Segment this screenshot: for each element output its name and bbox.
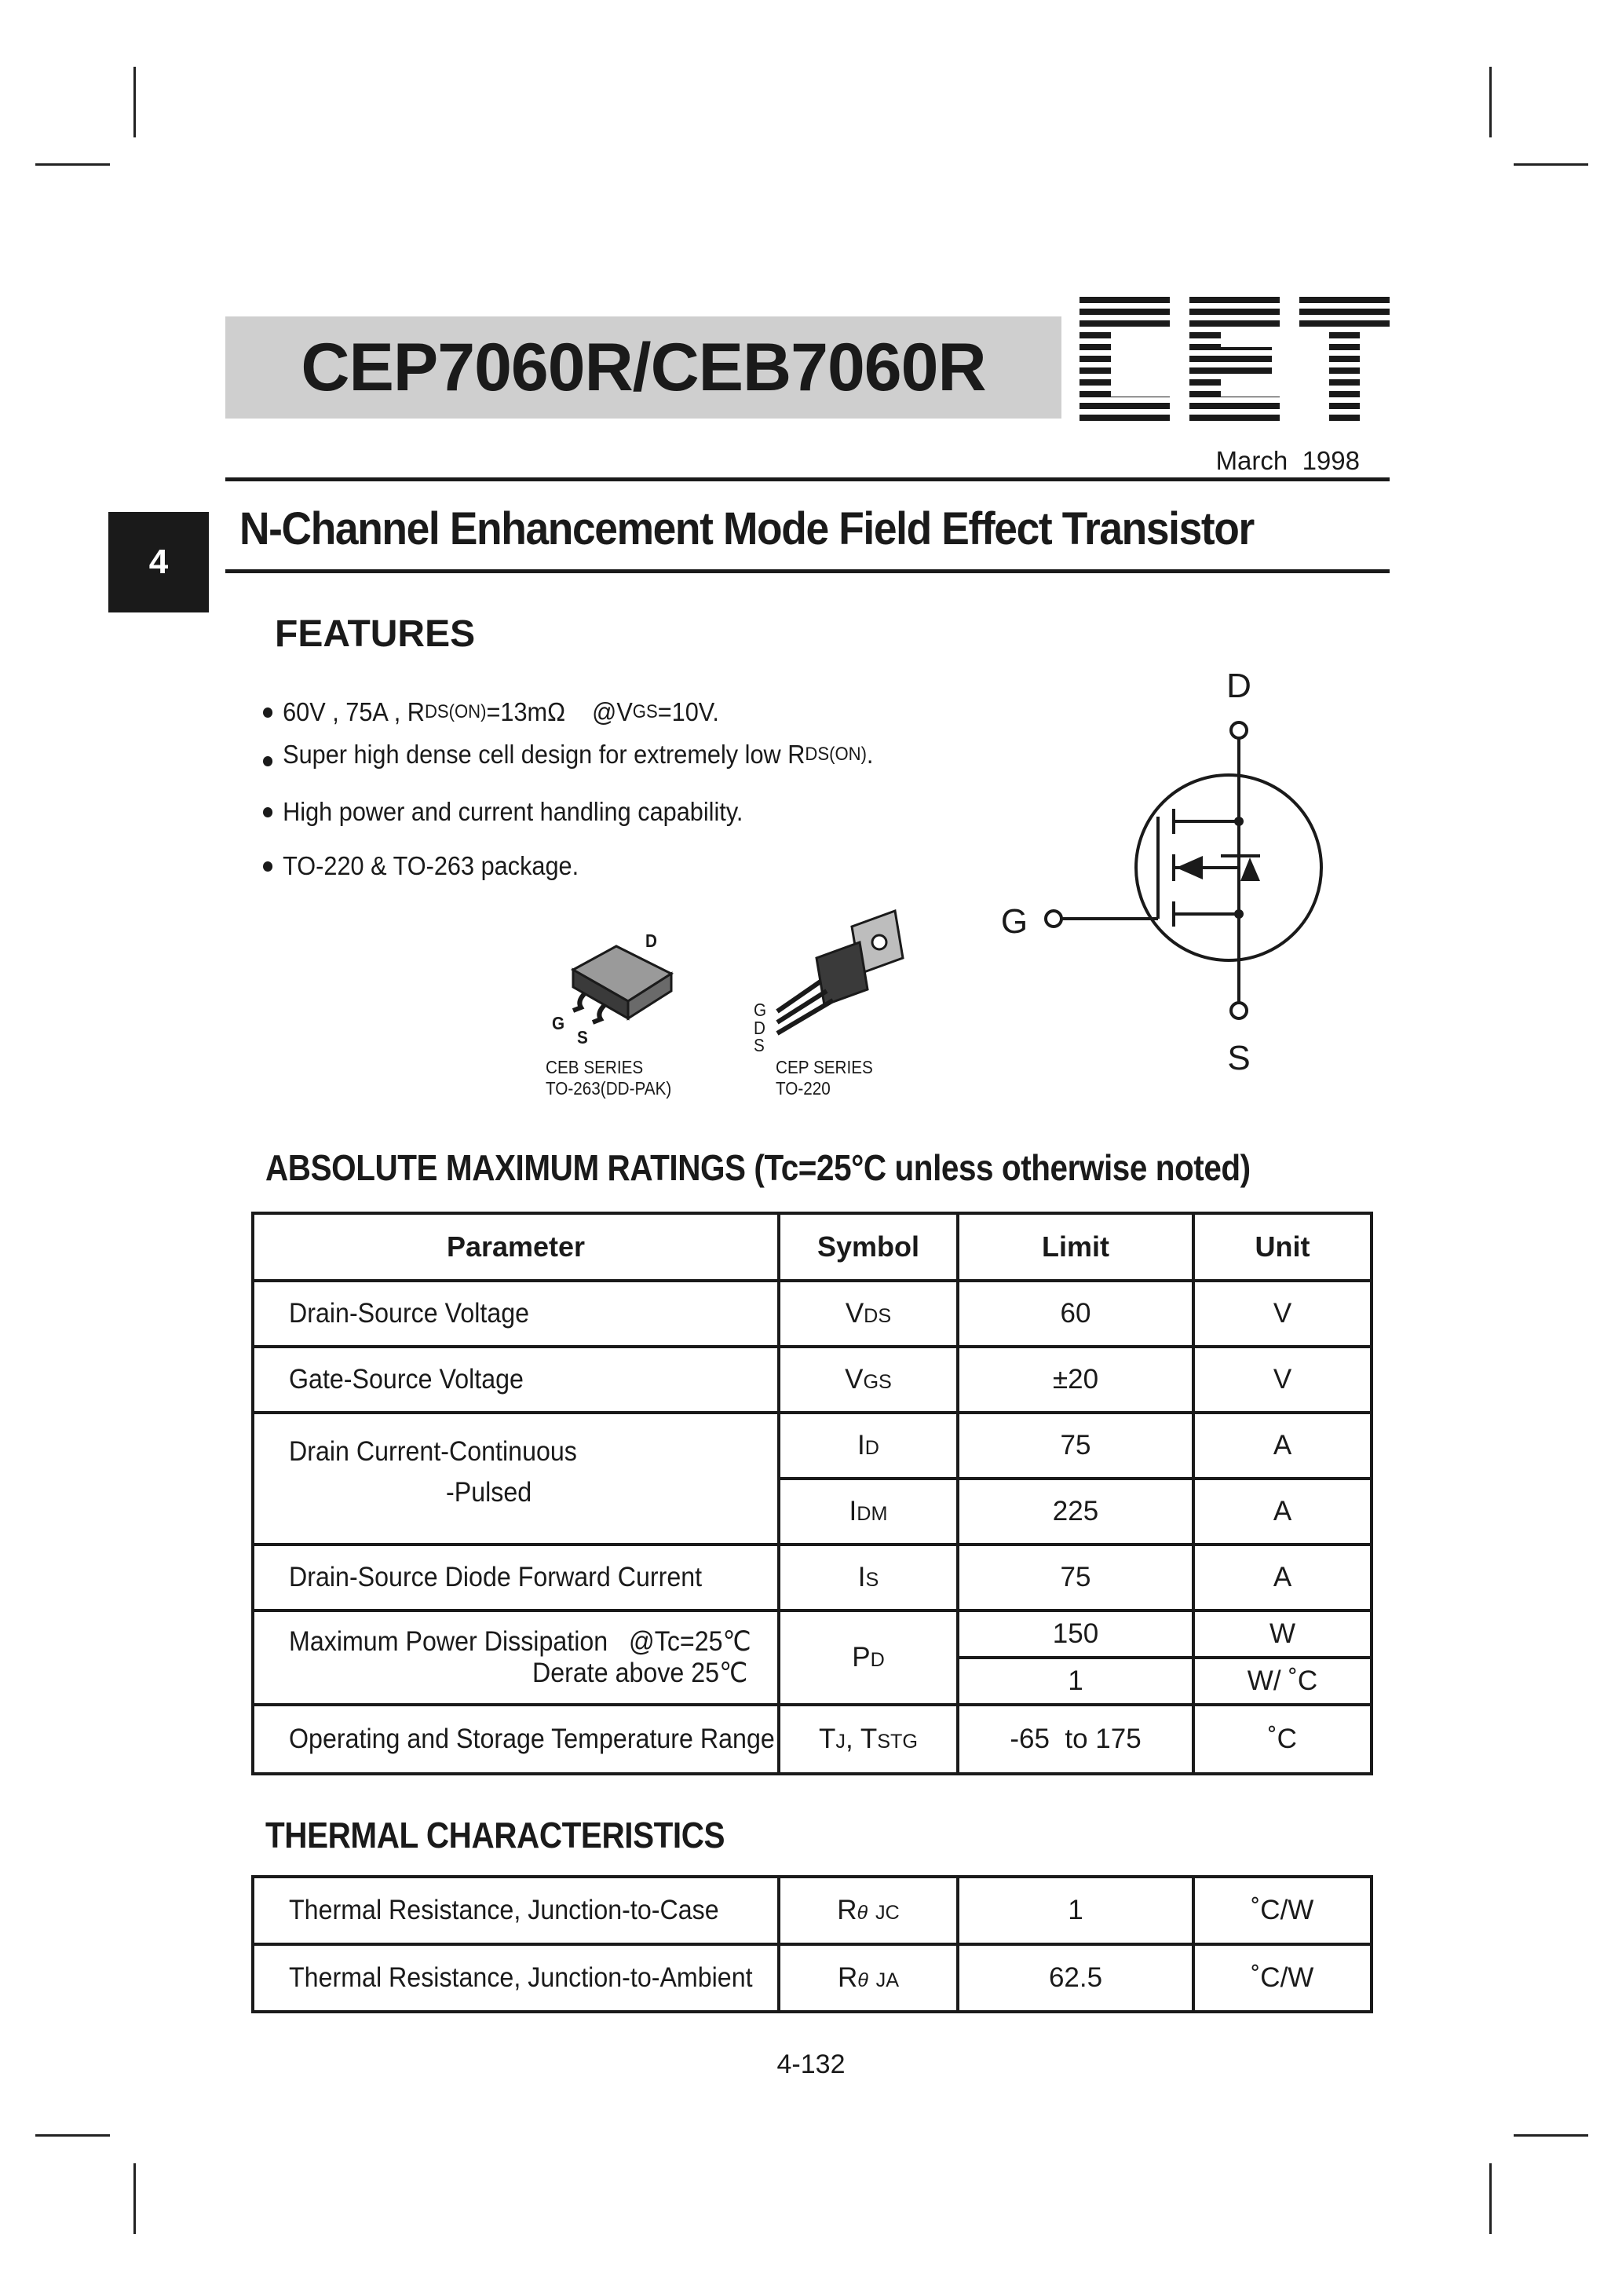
feature-item: High power and current handling capability. xyxy=(263,797,743,827)
to263-package-icon xyxy=(542,930,699,1048)
crop-mark xyxy=(133,67,136,137)
table-row: Drain Current-Continuous -Pulsed ID 75 A xyxy=(253,1413,1372,1479)
ceb-pin-d: D xyxy=(645,930,657,951)
ratings-heading: ABSOLUTE MAXIMUM RATINGS (Tc=25°C unless otherwise noted) xyxy=(265,1147,1251,1188)
ceb-series-label: CEB SERIES xyxy=(546,1057,644,1077)
table-row: Drain-Source Diode Forward Current IS 75 A xyxy=(253,1545,1372,1610)
thermal-characteristics-table xyxy=(251,1875,1373,2013)
features-heading: FEATURES xyxy=(275,613,476,655)
feature-item: TO-220 & TO-263 package. xyxy=(263,851,579,881)
absolute-max-ratings-table xyxy=(251,1212,1373,1775)
table-row: IDM 225 A xyxy=(253,1479,1372,1545)
table-row: Thermal Resistance, Junction-to-Case Rθ JC 1 ˚C/W xyxy=(253,1877,1372,1944)
bullet-icon xyxy=(263,756,272,766)
crop-mark xyxy=(35,2134,110,2137)
header-parameter: Parameter xyxy=(253,1213,779,1281)
header-rule-bottom xyxy=(225,569,1390,573)
ceb-pin-s: S xyxy=(577,1027,588,1047)
feature-item: Super high dense cell design for extremely low R DS(ON) . xyxy=(263,740,873,770)
bullet-icon xyxy=(263,861,272,872)
publication-date: March 1998 xyxy=(1215,446,1360,475)
drain-label: D xyxy=(1226,667,1251,705)
header-unit: Unit xyxy=(1193,1213,1372,1281)
feature-item: 60V , 75A , R DS(ON) =13mΩ @V GS =10V. xyxy=(263,697,719,727)
source-label: S xyxy=(1227,1039,1251,1077)
crop-mark xyxy=(133,2163,136,2234)
table-row: Gate-Source Voltage VGS ±20 V xyxy=(253,1347,1372,1413)
crop-mark xyxy=(35,163,110,166)
crop-mark xyxy=(1489,67,1492,137)
cep-pin-g: G xyxy=(754,1000,767,1020)
table-row: Operating and Storage Temperature Range TJ, TSTG -65 to 175 ˚C xyxy=(253,1705,1372,1774)
cep-series-label: CEP SERIES xyxy=(776,1057,873,1077)
cep-pin-d: D xyxy=(754,1018,765,1038)
bullet-icon xyxy=(263,807,272,817)
header-symbol: Symbol xyxy=(779,1213,958,1281)
header-rule-top xyxy=(225,477,1390,481)
part-number: CEP7060R/CEB7060R xyxy=(301,329,986,405)
crop-mark xyxy=(1514,163,1588,166)
ceb-pin-g: G xyxy=(552,1013,565,1033)
part-number-banner xyxy=(225,316,1061,419)
to220-package-icon xyxy=(765,903,922,1052)
table-header-row xyxy=(253,1213,1372,1281)
page-number: 4-132 xyxy=(776,2049,846,2079)
section-tab: 4 xyxy=(108,512,209,612)
table-row: 1 W/ ˚C xyxy=(253,1658,1372,1705)
device-description: N-Channel Enhancement Mode Field Effect Transistor xyxy=(239,503,1254,554)
table-row: Maximum Power Dissipation @Tc=25℃ Derate above 25℃ PD 150 W xyxy=(253,1610,1372,1658)
table-row: Thermal Resistance, Junction-to-Ambient Rθ JA 62.5 ˚C/W xyxy=(253,1944,1372,2012)
cet-logo xyxy=(1080,297,1390,426)
bullet-icon xyxy=(263,707,272,718)
crop-mark xyxy=(1489,2163,1492,2234)
thermal-heading: THERMAL CHARACTERISTICS xyxy=(265,1815,725,1855)
cep-pin-s: S xyxy=(754,1035,765,1055)
mosfet-schematic-symbol xyxy=(997,667,1327,1084)
cep-package-label: TO-220 xyxy=(776,1078,831,1099)
ceb-package-label: TO-263(DD-PAK) xyxy=(546,1078,672,1099)
crop-mark xyxy=(1514,2134,1588,2137)
gate-label: G xyxy=(1000,902,1028,941)
header-limit: Limit xyxy=(958,1213,1193,1281)
table-row: Drain-Source Voltage VDS 60 V xyxy=(253,1281,1372,1347)
